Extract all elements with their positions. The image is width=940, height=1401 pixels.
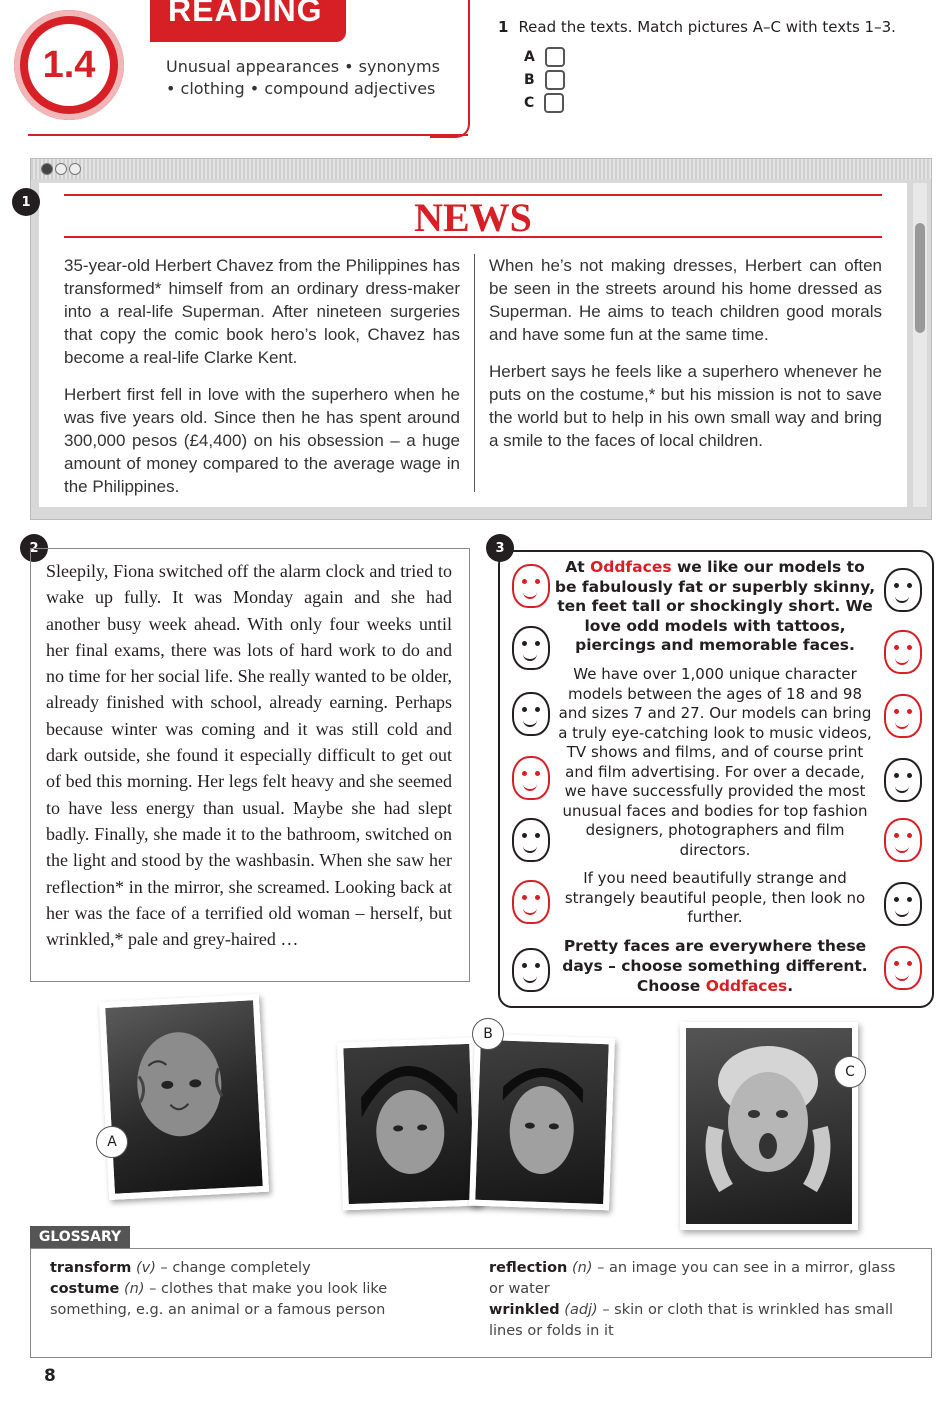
old-woman-image — [686, 1028, 852, 1224]
brand-name: Oddfaces — [705, 977, 788, 995]
glossary-word: reflection — [489, 1260, 568, 1276]
answer-choice-a — [524, 47, 565, 67]
glossary-pos: (v) — [135, 1260, 156, 1276]
caricature-face-icon — [884, 694, 922, 738]
scroll-thumb[interactable] — [915, 223, 925, 333]
caricature-face-icon — [884, 818, 922, 862]
glossary-pos: (adj) — [564, 1302, 598, 1318]
advert-intro-rest: we like our models to be fabulously fat or superbly skinny, ten feet tall or shockingly short. We love odd models with tattoos, piercings and memorable faces. — [554, 558, 876, 654]
news-column-1 — [64, 254, 460, 512]
topics-line-1: Unusual appearances • synonyms — [166, 57, 440, 76]
answer-box-c[interactable] — [544, 93, 564, 113]
scrollbar[interactable] — [913, 183, 927, 507]
choice-label-b: B — [524, 72, 535, 88]
glossary-tag: GLOSSARY — [30, 1226, 130, 1248]
lesson-badge — [14, 10, 124, 120]
advert-body: We have over 1,000 unique character models between the ages of 18 and 98 and sizes 7 and 27. Our models can bring a truly eye-catching look to music videos, TV shows and films, and of course print and film advertising. For over a decade, we have successfully provided the most unusual faces and bodies for top fashion designers, photographers and film directors. — [558, 665, 872, 859]
column-divider — [474, 254, 475, 492]
text-marker-3: 3 — [486, 534, 514, 562]
news-paragraph: 35-year-old Herbert Chavez from the Philippines has transformed* himself from an ordinary dress-maker into a real-life Superman. After nineteen surgeries that copy the comic book hero’s look, Chavez has become a real-life Clarke Kent. — [64, 256, 460, 367]
choice-label-a: A — [524, 49, 535, 65]
caricature-face-icon — [884, 758, 922, 802]
caricature-face-icon — [512, 564, 550, 608]
glossary-pos: (n) — [124, 1281, 145, 1297]
tattooed-face-image — [105, 1000, 263, 1193]
portrait-image — [343, 1044, 474, 1204]
advert-intro-start: At — [565, 558, 591, 576]
page-number: 8 — [44, 1366, 56, 1386]
caricature-face-icon — [884, 882, 922, 926]
photo-old-woman — [680, 1022, 858, 1230]
advert-tagline: Pretty faces are everywhere these days – choose something different. — [562, 937, 868, 975]
closing-end: . — [787, 977, 794, 995]
glossary-word: costume — [50, 1281, 120, 1297]
answer-box-b[interactable] — [545, 70, 565, 90]
closing-start: Choose — [636, 977, 706, 995]
news-header — [64, 158, 882, 238]
glossary-entry — [489, 1300, 909, 1342]
caricature-face-icon — [512, 880, 550, 924]
advert-closing — [554, 976, 876, 996]
header-rule — [28, 134, 468, 136]
close-dot-icon — [41, 163, 53, 175]
answer-choice-c — [524, 93, 564, 113]
glossary-definition: – change completely — [160, 1260, 311, 1276]
glossary-entry — [50, 1279, 460, 1321]
answer-box-a[interactable] — [545, 47, 565, 67]
glossary-pos: (n) — [571, 1260, 593, 1276]
choice-label-c: C — [524, 95, 535, 111]
photo-young-person-1 — [337, 1038, 481, 1211]
section-tab — [150, 0, 346, 42]
text-marker-2: 2 — [20, 534, 48, 562]
caricature-face-icon — [512, 948, 550, 992]
lesson-number: 1.4 — [42, 43, 96, 86]
glossary-definition: – skin or cloth that is wrinkled has small lines or folds in it — [489, 1302, 894, 1339]
glossary-definition: – clothes that make you look like something, e.g. an animal or a famous person — [50, 1281, 388, 1318]
news-paragraph: When he’s not making dresses, Herbert can often be seen in the streets around his home dressed as Superman. He aims to teach children good morals and have some fun at the same time. — [489, 256, 882, 344]
brand-name: Oddfaces — [590, 558, 672, 576]
picture-label-a: A — [96, 1126, 128, 1158]
caricature-face-icon — [512, 692, 550, 736]
caricature-face-icon — [884, 568, 922, 612]
task-number: 1 — [498, 18, 509, 36]
lesson-topics — [166, 56, 440, 100]
advert-offer: If you need beautifully strange and strangely beautiful people, then look no further. — [564, 869, 866, 926]
caricature-face-icon — [884, 946, 922, 990]
task-text: Read the texts. Match pictures A–C with texts 1–3. — [518, 18, 896, 36]
advert-intro — [554, 558, 876, 656]
news-column-2 — [489, 254, 882, 466]
story-text: Sleepily, Fiona switched off the alarm clock and tried to wake up fully. It was Monday again and she had another busy week ahead. With only four weeks until her final exams, there was lots of hard work to do and no time for her social life. She really wanted to be older, already finished with school, already earning. Perhaps because winter was coming and it was still cold and dark outside, she found it especially difficult to get out of bed this morning. Her legs felt heavy and she seemed to have less energy than usual. Maybe she had slept badly. Finally, she made it to the bathroom, switched on the light and stood by the washbasin. When she saw her reflection* in the mirror, she screamed. Looking back at her was the face of a terrified old woman – herself, but wrinkled,* pale and grey-haired … — [46, 561, 452, 950]
picture-label-b: B — [472, 1018, 504, 1050]
glossary-entry — [489, 1258, 909, 1300]
text-marker-1: 1 — [12, 188, 40, 216]
topics-line-2: • clothing • compound adjectives — [166, 79, 436, 98]
news-paragraph: Herbert first fell in love with the superhero when he was five years old. Since then he has spent around 300,000 pesos (£4,400) on his obsession – a huge amount of money compared to the average wage in the Philippines. — [64, 385, 460, 496]
section-title: READING — [168, 0, 323, 28]
answer-choice-b — [524, 70, 565, 90]
news-paragraph: Herbert says he feels like a superhero whenever he puts on the costume,* but his mission is not to save the world but to help in his own small way and bring a smile to the faces of local children. — [489, 362, 882, 450]
caricature-face-icon — [512, 756, 550, 800]
task-instruction — [498, 18, 896, 36]
photo-young-person-2 — [469, 1034, 615, 1211]
glossary-word: transform — [50, 1260, 132, 1276]
portrait-image — [475, 1040, 609, 1204]
glossary-definition: – an image you can see in a mirror, glass or water — [489, 1260, 896, 1297]
caricature-face-icon — [884, 630, 922, 674]
glossary-word: wrinkled — [489, 1302, 560, 1318]
news-title: NEWS — [414, 195, 532, 240]
picture-label-c: C — [834, 1056, 866, 1088]
caricature-face-icon — [512, 626, 550, 670]
caricature-face-icon — [512, 818, 550, 862]
glossary-entry — [50, 1258, 460, 1279]
photo-tattooed-man — [99, 994, 269, 1200]
